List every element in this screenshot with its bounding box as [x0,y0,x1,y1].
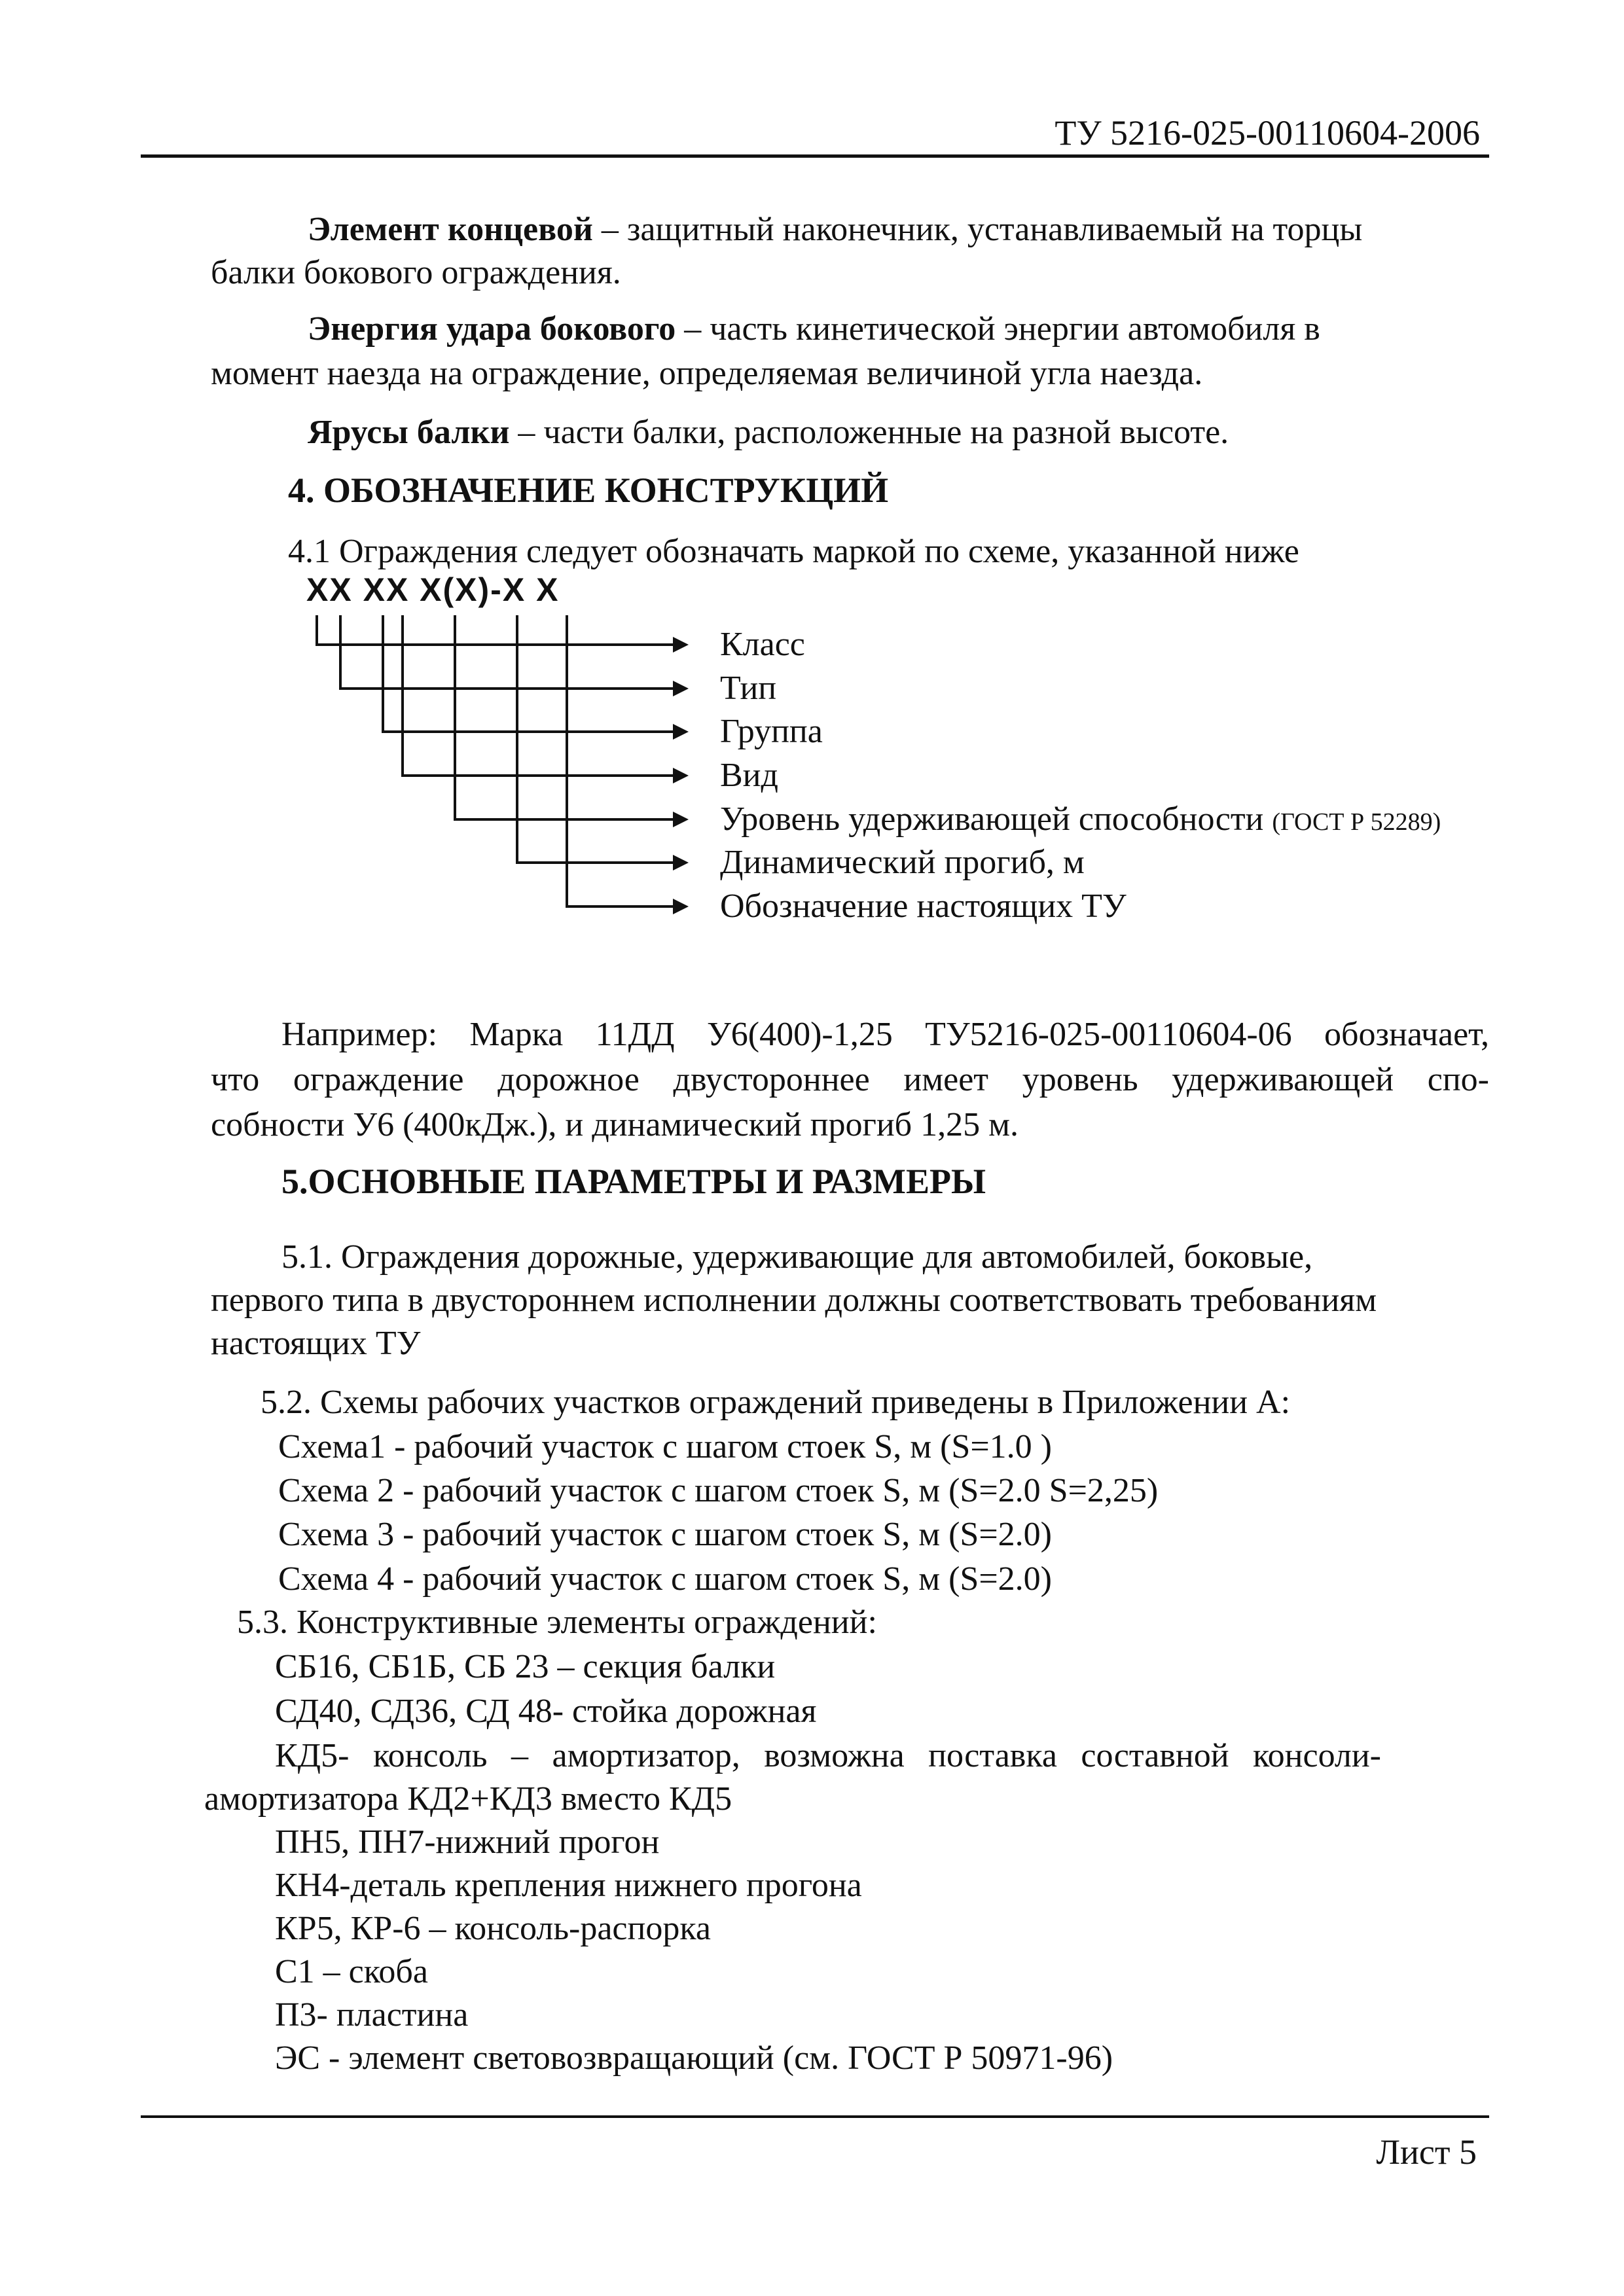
term-impact-energy [308,308,1320,351]
leader-line-type [340,615,686,689]
term-beam-tiers [308,411,1229,454]
example-line-2: что ограждение дорожное двустороннее имеет уровень удерживающей спо- [211,1061,1489,1098]
leader-line-group [383,615,686,732]
scheme-3: Схема 3 - рабочий участок с шагом стоек S, м (S=2.0) [278,1516,1052,1553]
level-text: Уровень удерживающей способности [720,800,1264,838]
element-lower-run-fastener: КН4-деталь крепления нижнего прогона [275,1867,862,1904]
diagram-label-level [720,798,1441,844]
diagram-label-group: Группа [720,713,823,750]
p51-line-1: 5.1. Ограждения дорожные, удерживающие для автомобилей, боковые, [281,1238,1313,1276]
term-definition: – часть кинетической энергии автомобиля в [676,310,1320,348]
leader-line-level [455,615,686,819]
term-end-element [308,208,1362,251]
example-line-1: Например: Марка 11ДД У6(400)-1,25 ТУ5216-025-00110604-06 обозначает, [281,1016,1489,1053]
element-plate: П3- пластина [275,1996,469,2034]
element-bracket: С1 – скоба [275,1953,428,1990]
diagram-label-deflection: Динамический прогиб, м [720,844,1085,881]
document-code: ТУ 5216-025-00110604-2006 [1055,113,1480,152]
diagram-label-kind: Вид [720,757,778,794]
term-definition: – защитный наконечник, устанавливаемый на торцы [592,211,1363,248]
example-line-3: собности У6 (400кДж.), и динамический прогиб 1,25 м. [211,1106,1019,1143]
term-name: Энергия удара бокового [308,310,676,348]
p53-title: 5.3. Конструктивные элементы ограждений: [237,1604,877,1641]
term-impact-energy-cont: момент наезда на ограждение, определяемая величиной угла наезда. [211,355,1203,392]
scheme-2: Схема 2 - рабочий участок с шагом стоек S, м (S=2.0 S=2,25) [278,1472,1159,1509]
diagram-label-type: Тип [720,670,777,707]
mark-pattern: XX XX X(X)-X X [306,571,560,608]
section-4-heading: 4. ОБОЗНАЧЕНИЕ КОНСТРУКЦИЙ [288,471,889,510]
term-end-element-cont: балки бокового ограждения. [211,254,621,291]
header-rule [141,154,1489,158]
element-console-line-2: амортизатора КД2+КД3 вместо КД5 [204,1780,732,1818]
term-name: Элемент концевой [308,211,593,248]
scheme-4: Схема 4 - рабочий участок с шагом стоек S, м (S=2.0) [278,1560,1052,1598]
element-post: СД40, СД36, СД 48- стойка дорожная [275,1693,817,1730]
leader-line-tu [567,615,686,906]
leader-line-deflection [517,615,686,863]
sheet-number: Лист 5 [1376,2132,1477,2172]
term-definition: – части балки, расположенные на разной высоте. [509,414,1229,451]
p51-line-2: первого типа в двустороннем исполнении должны соответствовать требованиям [211,1282,1377,1319]
footer-rule [141,2115,1489,2118]
gost-reference: (ГОСТ Р 52289) [1272,808,1441,836]
section-4-intro: 4.1 Ограждения следует обозначать маркой по схеме, указанной ниже [288,533,1299,570]
section-5-heading: 5.ОСНОВНЫЕ ПАРАМЕТРЫ И РАЗМЕРЫ [281,1162,986,1201]
scheme-1: Схема1 - рабочий участок с шагом стоек S, м (S=1.0 ) [278,1428,1052,1465]
term-name: Ярусы балки [308,414,510,451]
element-lower-run: ПН5, ПН7-нижний прогон [275,1823,660,1861]
diagram-label-class: Класс [720,626,805,663]
p51-line-3: настоящих ТУ [211,1325,421,1362]
leader-line-kind [403,615,686,776]
leader-line-class [317,615,686,645]
p52-title: 5.2. Схемы рабочих участков ограждений приведены в Приложении А: [261,1384,1291,1421]
element-spacer: КР5, КР-6 – консоль-распорка [275,1910,711,1947]
element-reflector: ЭС - элемент световозвращающий (см. ГОСТ Р 50971-96) [275,2039,1113,2077]
diagram-label-tu: Обозначение настоящих ТУ [720,888,1127,925]
element-console-line-1: КД5- консоль – амортизатор, возможна поставка составной консоли- [275,1737,1381,1774]
element-beam-section: СБ16, СБ1Б, СБ 23 – секция балки [275,1648,776,1685]
